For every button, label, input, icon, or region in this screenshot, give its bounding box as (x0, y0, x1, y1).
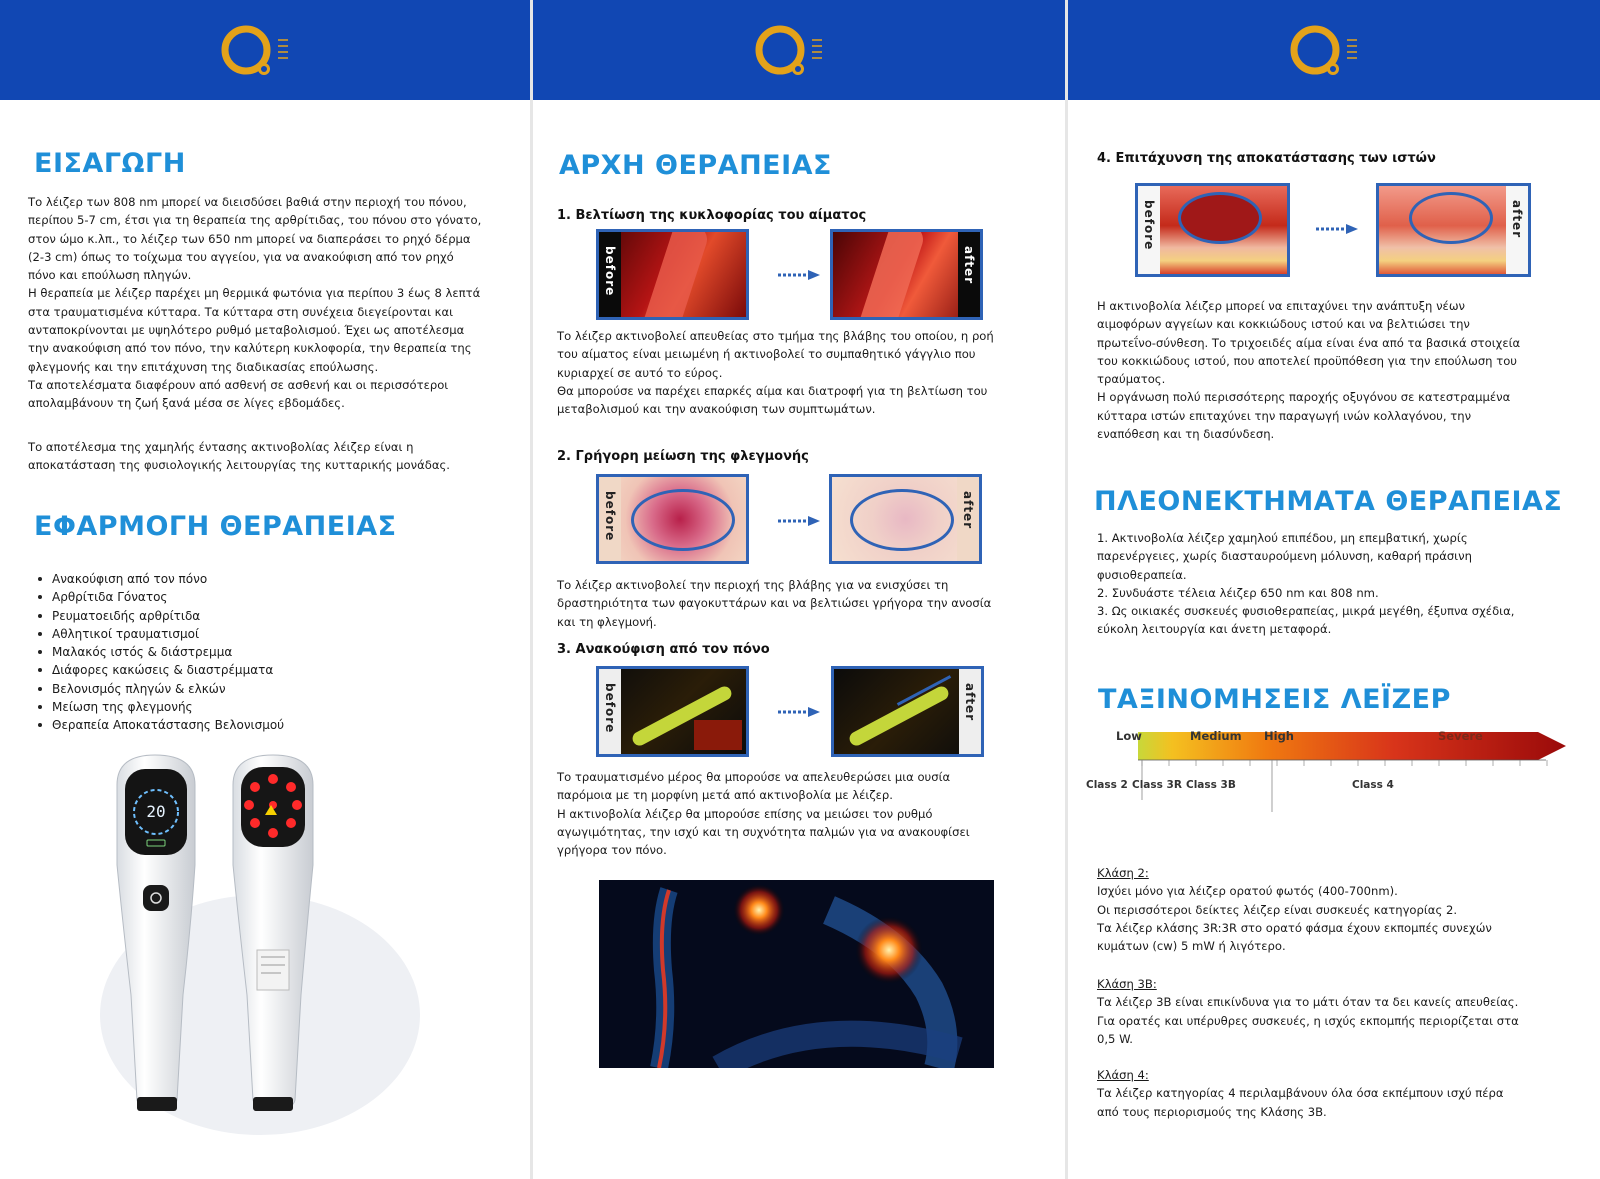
list-item: Ανακούφιση από τον πόνο (36, 570, 284, 588)
scale-label-high: High (1264, 729, 1294, 743)
arrow-right-icon (778, 516, 820, 526)
advantages-title: ΠΛΕΟΝΕΚΤΗΜΑΤΑ ΘΕΡΑΠΕΙΑΣ (1094, 486, 1563, 517)
application-title: ΕΦΑΡΜΟΓΗ ΘΕΡΑΠΕΙΑΣ (34, 511, 397, 542)
pain-after-image: after (831, 666, 984, 757)
panel-header (0, 0, 530, 100)
classifications-title: ΤΑΞΙΝΟΜΗΣΕΙΣ ΛΕΪΖΕΡ (1098, 684, 1451, 715)
inflammation-after-image: after (829, 474, 982, 564)
intro-result-text: Το αποτέλεσμα της χαμηλής έντασης ακτινοβολίας λέιζερ είναι η αποκατάσταση της φυσιολογικής λειτουργίας της κυτταρικής μονάδας. (28, 440, 450, 473)
blood-after-image: after (830, 229, 983, 320)
list-item: Ρευματοειδής αρθρίτιδα (36, 607, 284, 625)
list-item: Μαλακός ιστός & διάστρεμμα (36, 643, 284, 661)
list-item: Διάφορες κακώσεις & διαστρέμματα (36, 661, 284, 679)
scale-label-low: Low (1116, 729, 1142, 743)
arrow-right-icon (778, 270, 820, 280)
tissue-before-image: before (1135, 183, 1290, 277)
panel-header (1068, 0, 1600, 100)
laser-class-scale (1086, 726, 1576, 826)
class-label-3b: Class 3B (1186, 779, 1236, 791)
brand-logo (1287, 22, 1377, 82)
device-display-value: 20 (146, 802, 166, 821)
intro-text: Το λέιζερ των 808 nm μπορεί να διεισδύσει βαθιά στην περιοχή του πόνου, περίπου 5-7 cm, έτσι για τη θεραπεία της αρθρίτιδας, του πόνου στο γόνατο, στον ώμο κ.λπ., το λέιζερ των 650 nm μπορεί να διαπεράσει το ρηχό δέρμα (2-3 cm) όπως το τοίχωμα του αγγείου, για να ανακούφιση από τον ρηχό πόνο και επούλωση πληγών. Η θεραπεία με λέιζερ παρέχει μη θερμικά φωτόνια για περίπου 3 έως 8 λεπτά στα τραυματισμένα κύτταρα. Τα κύτταρα στη συνέχεια διεγείρονται και ανταποκρίνονται με υψηλότερο ρυθμό μεταβολισμού. Έχει ως αποτέλεσμα την ανακούφιση από τον πόνο, την καλύτερη κυκλοφορία, την θεραπεία της φλεγμονής και την επιτάχυνση της διαδικασίας επούλωσης. Τα αποτελέσματα διαφέρουν από ασθενή σε ασθενή και οι περισσότεροι απολαμβάνουν τη ζωή ξανά μέσα σε λίγες εβδομάδες. (28, 195, 482, 411)
scale-label-severe: Severe (1438, 729, 1483, 743)
section-2-text: Το λέιζερ ακτινοβολεί την περιοχή της βλάβης για να ενισχύσει τη δραστηριότητα των φαγοκυττάρων και να βελτιώσει γρήγορα την ανοσία και τη φλεγμονή. (557, 578, 992, 629)
panel-treatment-principle (533, 0, 1065, 1179)
brand-logo (752, 22, 842, 82)
list-item: Αρθρίτιδα Γόνατος (36, 588, 284, 606)
class-3b-note: Κλάση 3B: Τα λέιζερ 3B είναι επικίνδυνα για το μάτι όταν τα δει κανείς απευθείας. Για ορατές και υπέρυθρες συσκευές, η ισχύς εκπομπής περιορίζεται στα 0,5 W. (1097, 977, 1519, 1046)
class-label-3r: Class 3R (1132, 779, 1182, 791)
section-3-text: Το τραυματισμένο μέρος θα μπορούσε να απελευθερώσει μια ουσία παρόμοια με τη μορφίνη μετά από ακτινοβολία με λέιζερ. Η ακτινοβολία λέιζερ θα μπορούσε επίσης να μειώσει τον ρυθμό αγωγιμότητας, την ισχύ και τη συχνότητα παλμών για να ανακουφίσει γρήγορα τον πόνο. (557, 770, 970, 858)
arrow-right-icon (1316, 224, 1358, 234)
scale-label-medium: Medium (1190, 729, 1242, 743)
section-heading: 3. Ανακούφιση από τον πόνο (557, 642, 770, 657)
inflammation-before-image: before (596, 474, 749, 564)
brand-logo (218, 22, 308, 82)
section-heading: 1. Βελτίωση της κυκλοφορίας του αίματος (557, 208, 867, 223)
principle-title: ΑΡΧΗ ΘΕΡΑΠΕΙΑΣ (559, 150, 833, 181)
laser-device-image (95, 745, 425, 1135)
blood-before-image: before (596, 229, 749, 320)
section-heading: 4. Επιτάχυνση της αποκατάστασης των ιστών (1097, 151, 1436, 166)
class-label-2: Class 2 (1086, 779, 1128, 791)
list-item: Θεραπεία Αποκατάστασης Βελονισμού (36, 716, 284, 734)
list-item: Μείωση της φλεγμονής (36, 698, 284, 716)
advantages-text: 1. Ακτινοβολία λέιζερ χαμηλού επιπέδου, μη επεμβατική, χωρίς παρενέργειες, χωρίς διασταυρούμενη μόλυνση, καθαρή πράσινη φυσιοθεραπεία. 2. Συνδυάστε τέλεια λέιζερ 650 nm και 808 nm. 3. Ως οικιακές συσκευές φυσιοθεραπείας, μικρά μεγέθη, έξυπνα σχέδια, εύκολη λειτουργία και άνετη μεταφορά. (1097, 531, 1515, 637)
list-item: Αθλητικοί τραυματισμοί (36, 625, 284, 643)
section-heading: 2. Γρήγορη μείωση της φλεγμονής (557, 449, 809, 464)
class-label-4: Class 4 (1352, 779, 1394, 791)
anatomy-pain-image (599, 880, 994, 1068)
panel-introduction (0, 0, 530, 1179)
class-2-note: Κλάση 2: Ισχύει μόνο για λέιζερ ορατού φωτός (400-700nm). Οι περισσότεροι δείκτες λέιζερ είναι συσκευές κατηγορίας 2. Τα λέιζερ κλάσης 3R:3R στο ορατό φάσμα έχουν εκπομπές συνεχών κυμάτων (cw) 5 mW ή λιγότερο. (1097, 866, 1492, 954)
class-4-note: Κλάση 4: Τα λέιζερ κατηγορίας 4 περιλαμβάνουν όλα όσα εκπέμπουν ισχύ πέρα από τους περιορισμούς της Κλάσης 3B. (1097, 1068, 1504, 1119)
pain-before-image: before (596, 666, 749, 757)
application-list (36, 570, 284, 735)
intro-title: ΕΙΣΑΓΩΓΗ (34, 148, 186, 179)
list-item: Βελονισμός πληγών & ελκών (36, 680, 284, 698)
section-1-text: Το λέιζερ ακτινοβολεί απευθείας στο τμήμα της βλάβης του οποίου, η ροή του αίματος είναι μειωμένη ή ακτινοβολεί το συμπαθητικό γάγγλιο που κυριαρχεί σε αυτό το εύρος. Θα μπορούσε να παρέχει επαρκές αίμα και διατροφή για τη βελτίωση του μεταβολισμού και την ανακούφιση των συμπτωμάτων. (557, 329, 994, 417)
panel-header (533, 0, 1065, 100)
section-4-text: Η ακτινοβολία λέιζερ μπορεί να επιταχύνει την ανάπτυξη νέων αιμοφόρων αγγείων και κοκκιώδους ιστού και να βελτιώσει την πρωτεΐνο-σύνθεση. Το τριχοειδές αίμα είναι ένα από τα βασικά στοιχεία του κοκκιώδους ιστού, που αποτελεί προϋπόθεση για την επούλωση του τραύματος. Η οργάνωση πολύ περισσότερης παροχής οξυγόνου σε κατεστραμμένα κύτταρα ιστών επιταχύνει την παραγωγή ινών κολλαγόνου, την εναπόθεση και τη διασύνδεση. (1097, 299, 1521, 442)
arrow-right-icon (778, 707, 820, 717)
tissue-after-image: after (1376, 183, 1531, 277)
